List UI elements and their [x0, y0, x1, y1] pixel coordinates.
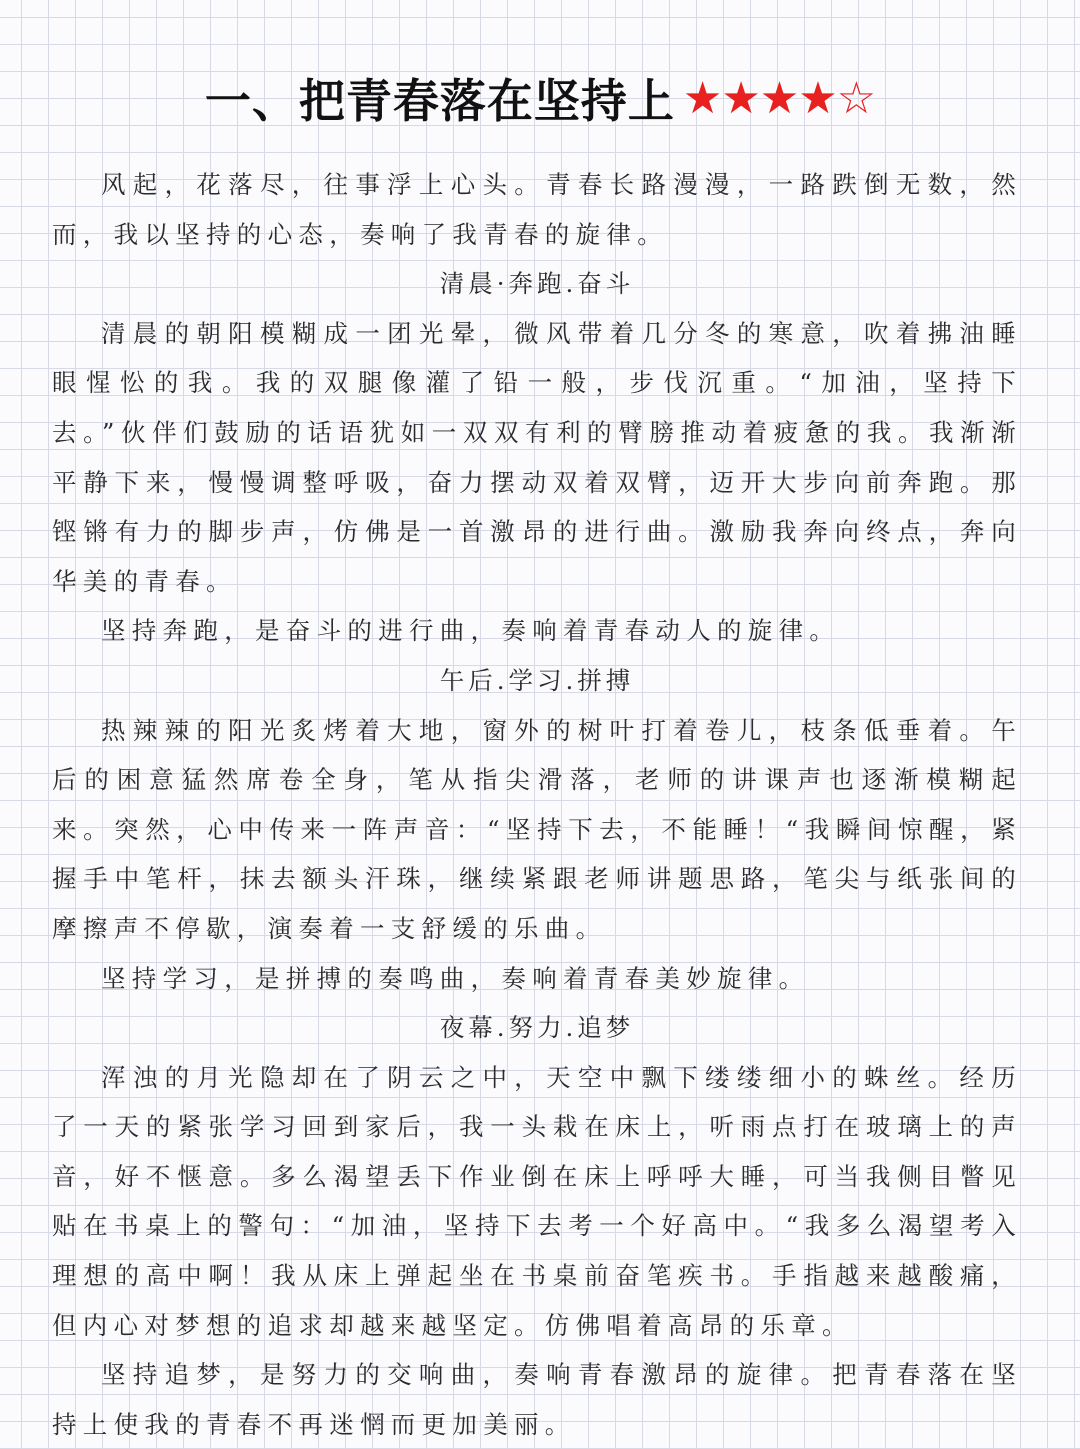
- section-heading-night: 夜幕.努力.追梦: [439, 1013, 635, 1043]
- morning-paragraph: 清晨的朝阳模糊成一团光晕，微风带着几分冬的寒意，吹着拂油睡眼惺忪的我。我的双腿像灌了铅一般，步伐沉重。“加油，坚持下去。”伙伴们鼓励的话语犹如一双双有利的臂膀推动着疲惫的我。我渐渐平静下来，慢慢调整呼吸，奋力摆动双着双臂，迈开大步向前奔跑。那铿锵有力的脚步声，仿佛是一首激昂的进行曲。激励我奔向终点，奔向华美的青春。: [52, 318, 1022, 596]
- section-heading-afternoon: 午后.学习.拼搏: [439, 665, 635, 695]
- intro-paragraph: 风起，花落尽，往事浮上心头。青春长路漫漫，一路跌倒无数，然而，我以坚持的心态，奏响了我青春的旋律。: [52, 170, 1022, 249]
- morning-summary: 坚持奔跑，是奋斗的进行曲，奏响着青春动人的旋律。: [101, 616, 841, 646]
- title-row: [0, 58, 1080, 138]
- essay-body: [52, 160, 1022, 1449]
- rating-stars-icon: ★★★★☆: [682, 72, 876, 124]
- afternoon-summary: 坚持学习，是拼搏的奏鸣曲，奏响着青春美妙旋律。: [101, 963, 810, 993]
- night-paragraph: 浑浊的月光隐却在了阴云之中，天空中飘下缕缕细小的蛛丝。经历了一天的紧张学习回到家后，我一头栽在床上，听雨点打在玻璃上的声音，好不惬意。多么渴望丢下作业倒在床上呼呼大睡，可当我侧目瞥见贴在书桌上的警句：“加油，坚持下去考一个好高中。“我多么渴望考入理想的高中啊！我从床上弹起坐在书桌前奋笔疾书。手指越来越酸痛，但内心对梦想的追求却越来越坚定。仿佛唱着高昂的乐章。: [52, 1062, 1022, 1340]
- conclusion-paragraph: 坚持追梦，是努力的交响曲，奏响青春激昂的旋律。把青春落在坚持上使我的青春不再迷惘而更加美丽。: [52, 1360, 1022, 1439]
- section-heading-morning: 清晨·奔跑.奋斗: [439, 269, 635, 299]
- essay-title: 一、把青春落在坚持上: [204, 74, 675, 128]
- afternoon-paragraph: 热辣辣的阳光炙烤着大地，窗外的树叶打着卷儿，枝条低垂着。午后的困意猛然席卷全身，笔从指尖滑落，老师的讲课声也逐渐模糊起来。突然，心中传来一阵声音：“坚持下去，不能睡！“我瞬间惊醒，紧握手中笔杆，抹去额头汗珠，继续紧跟老师讲题思路，笔尖与纸张间的摩擦声不停歇，演奏着一支舒缓的乐曲。: [52, 715, 1022, 943]
